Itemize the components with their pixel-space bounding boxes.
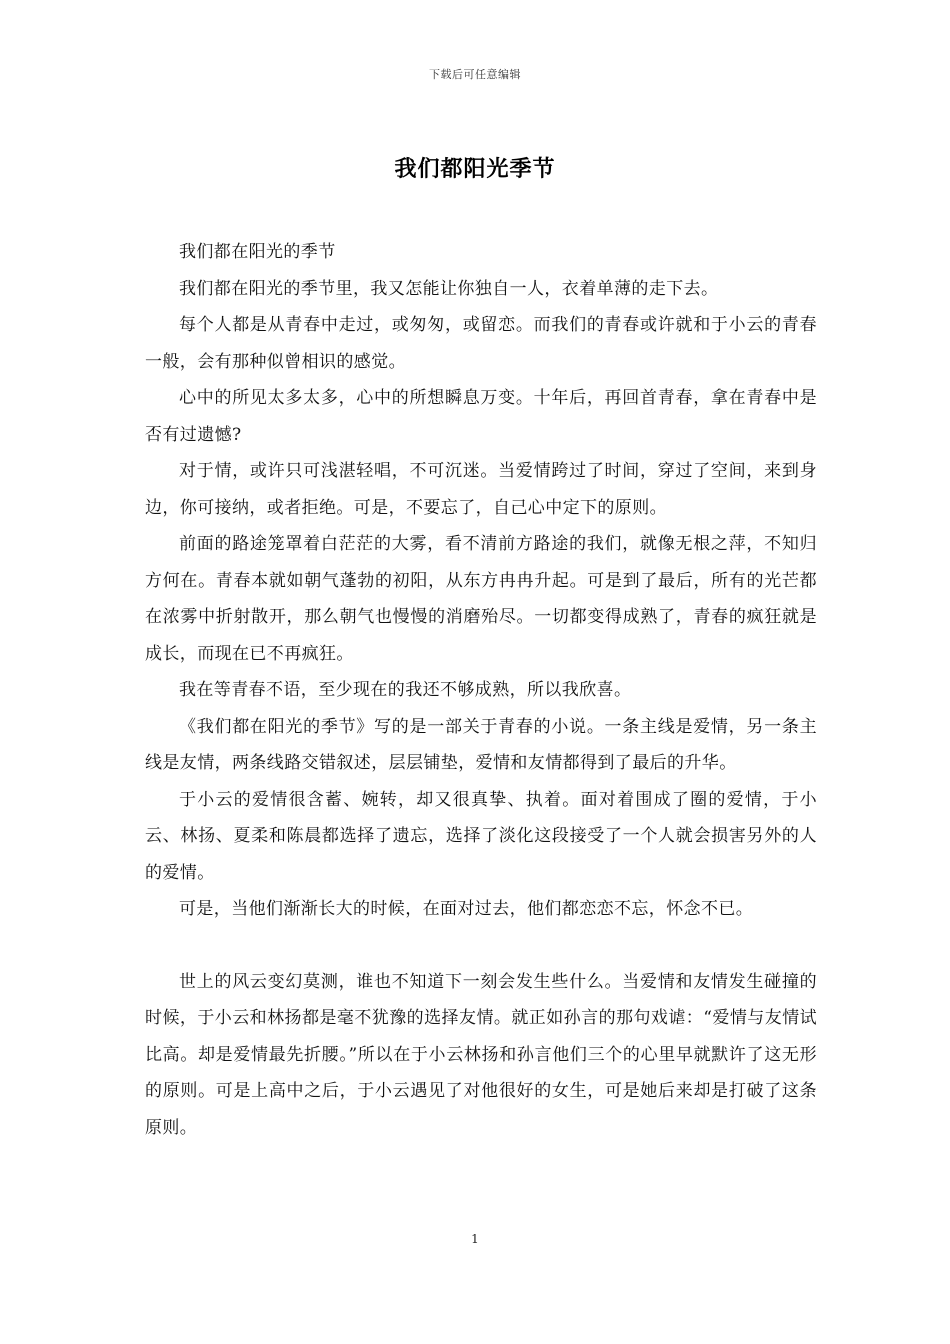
document-title: 我们都阳光季节 <box>394 156 556 182</box>
paragraph-9: 于小云的爱情很含蓄、婉转，却又很真挚、执着。面对着围成了圈的爱情，于小云、林扬、夏柔和陈晨都选择了遗忘，选择了淡化这段接受了一个人就会损害另外的人的爱情。 <box>145 789 817 883</box>
paragraph-1: 我们都在阳光的季节 <box>179 242 336 262</box>
paragraph-10: 可是，当他们渐渐长大的时候，在面对过去，他们都恋恋不忘，怀念不已。 <box>179 899 754 919</box>
paragraph-6: 前面的路途笼罩着白茫茫的大雾，看不清前方路途的我们，就像无根之萍，不知归方何在。青春本就如朝气蓬勃的初阳，从东方冉冉升起。可是到了最后，所有的光芒都在浓雾中折射散开，那么朝气也慢慢的消磨殆尽。一切都变得成熟了，青春的疯狂就是成长，而现在已不再疯狂。 <box>145 534 817 664</box>
paragraph-5: 对于情，或许只可浅湛轻唱，不可沉迷。当爱情跨过了时间，穿过了空间，来到身边，你可接纳，或者拒绝。可是，不要忘了，自己心中定下的原则。 <box>145 461 817 518</box>
page-header-note: 下载后可任意编辑 <box>429 68 521 81</box>
paragraph-11: 世上的风云变幻莫测，谁也不知道下一刻会发生些什么。当爱情和友情发生碰撞的时候，于小云和林扬都是毫不犹豫的选择友情。就正如孙言的那句戏谑：“爱情与友情试比高。却是爱情最先折腰。”所以在于小云林扬和孙言他们三个的心里早就默许了这无形的原则。可是上高中之后，于小云遇见了对他很好的女生，可是她后来却是打破了这条原则。 <box>145 971 817 1138</box>
paragraph-3: 每个人都是从青春中走过，或匆匆，或留恋。而我们的青春或许就和于小云的青春一般，会有那种似曾相识的感觉。 <box>145 315 817 372</box>
document-body <box>145 234 817 1146</box>
paragraph-8: 《我们都在阳光的季节》写的是一部关于青春的小说。一条主线是爱情，另一条主线是友情，两条线路交错叙述，层层铺垫，爱情和友情都得到了最后的升华。 <box>145 716 817 773</box>
paragraph-4: 心中的所见太多太多，心中的所想瞬息万变。十年后，再回首青春，拿在青春中是否有过遗憾? <box>145 388 817 445</box>
paragraph-7: 我在等青春不语，至少现在的我还不够成熟，所以我欣喜。 <box>179 680 632 700</box>
page-number: 1 <box>471 1232 479 1246</box>
paragraph-2: 我们都在阳光的季节里，我又怎能让你独自一人，衣着单薄的走下去。 <box>179 278 719 299</box>
